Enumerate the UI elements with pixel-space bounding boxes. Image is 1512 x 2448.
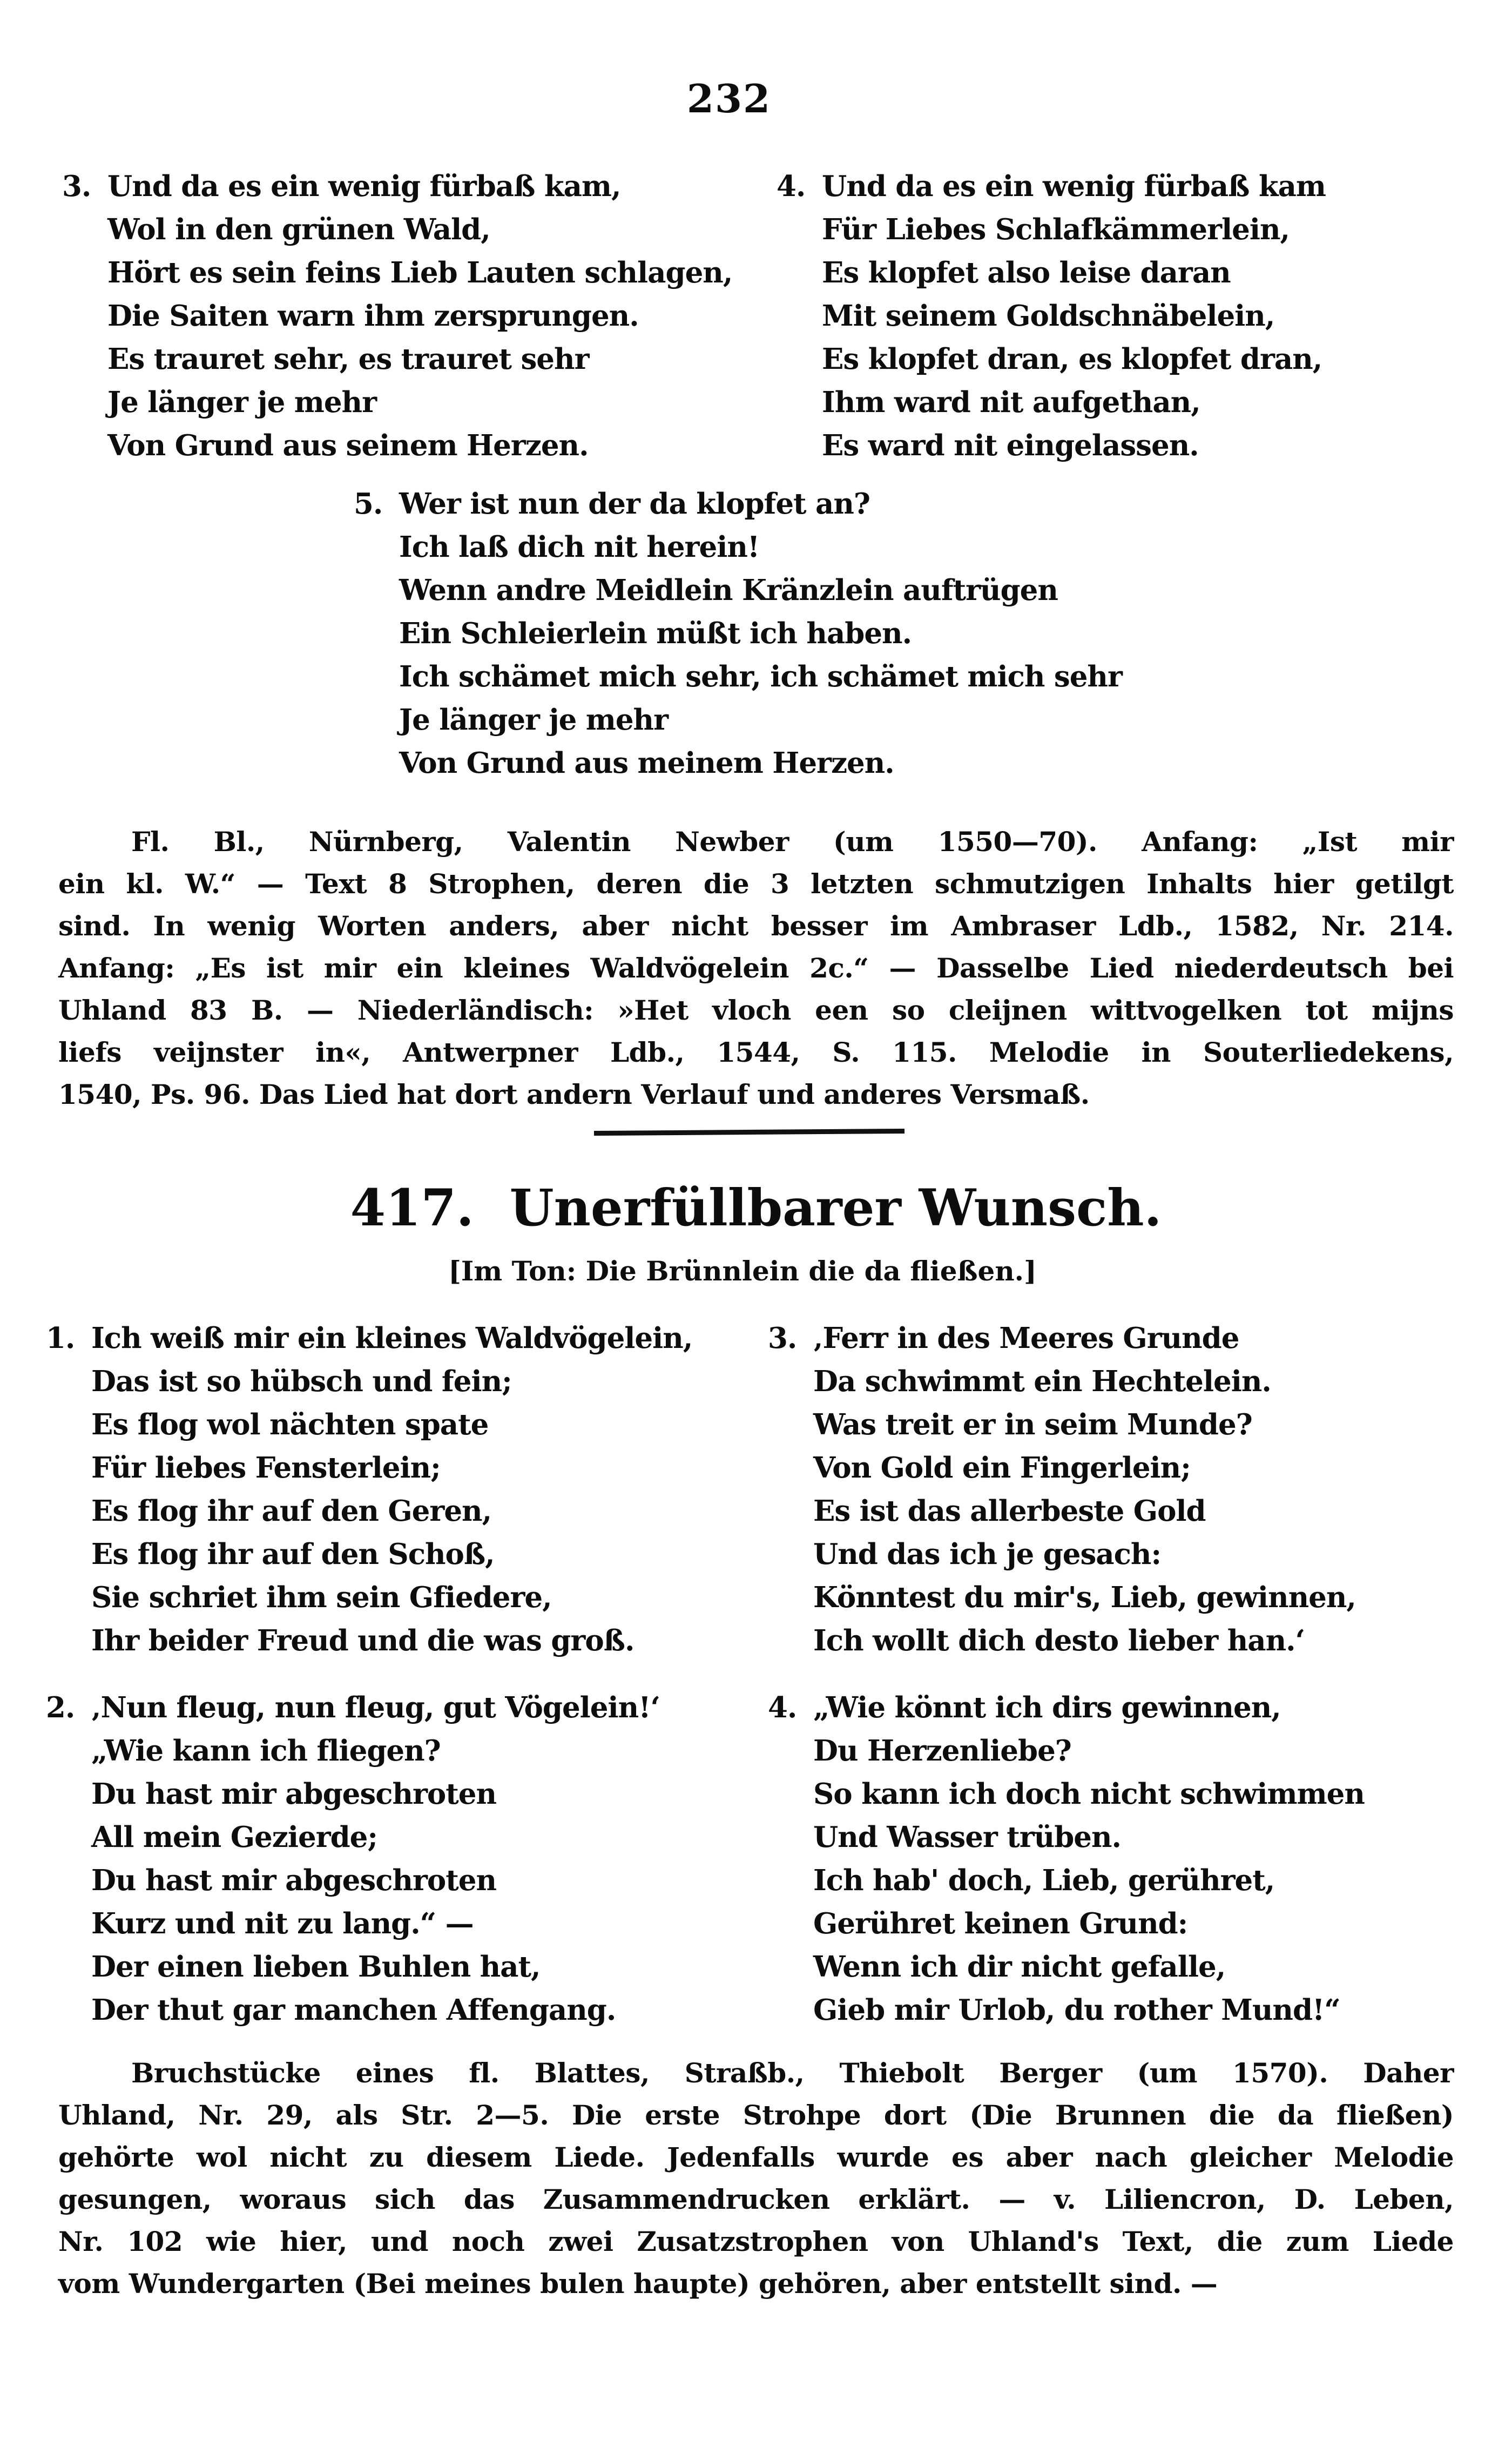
verse-line bbox=[777, 165, 1326, 208]
note-line: ein kl. W.“ — Text 8 Strophen, deren die 3 letzten schmutzigen Inhalts hier getilgt bbox=[58, 868, 1454, 900]
verse-line: Von Grund aus seinem Herzen. bbox=[107, 429, 589, 462]
note-line: vom Wundergarten (Bei meines bulen haupte) gehören, aber entstellt sind. — bbox=[58, 2268, 1218, 2299]
verse-line: Da schwimmt ein Hechtelein. bbox=[813, 1365, 1271, 1398]
verse-line: Mit seinem Goldschnäbelein, bbox=[822, 299, 1275, 333]
stanza-number: 4. bbox=[768, 1691, 797, 1724]
verse-text: ‚Nun fleug, nun fleug, gut Vögelein!‘ bbox=[91, 1691, 660, 1724]
verse-line: Kurz und nit zu lang.“ — bbox=[91, 1907, 474, 1940]
note-line: Anfang: „Es ist mir ein kleines Waldvögelein 2c.“ — Dasselbe Lied niederdeutsch bei bbox=[58, 952, 1454, 984]
verse-line: Du hast mir abgeschroten bbox=[91, 1864, 497, 1897]
verse-line: Je länger je mehr bbox=[107, 386, 377, 419]
verse-line: Ich schämet mich sehr, ich schämet mich sehr bbox=[399, 660, 1122, 693]
song-number: 417. bbox=[350, 1178, 474, 1238]
stanza-number: 1. bbox=[46, 1321, 75, 1355]
verse-line: Sie schriet ihm sein Gfiedere, bbox=[91, 1581, 552, 1614]
prev-song-stanza-3 bbox=[62, 165, 732, 467]
verse-line: Es trauret sehr, es trauret sehr bbox=[107, 342, 589, 376]
stanza-number: 4. bbox=[777, 170, 806, 203]
note-line: Uhland 83 B. — Niederländisch: »Het vloch een so cleijnen wittvogelken tot mijns bbox=[58, 994, 1454, 1026]
verse-line: Das ist so hübsch und fein; bbox=[91, 1365, 512, 1398]
note-line: gesungen, woraus sich das Zusammendrucken erklärt. — v. Liliencron, D. Leben, bbox=[58, 2183, 1454, 2215]
verse-line: Was treit er in seim Munde? bbox=[813, 1408, 1252, 1441]
song-stanza-2 bbox=[46, 1686, 660, 2032]
song-heading bbox=[0, 1176, 1512, 1240]
verse-line: Du hast mir abgeschroten bbox=[91, 1777, 497, 1811]
verse-line: Der thut gar manchen Affengang. bbox=[91, 1993, 616, 2027]
stanza-number: 2. bbox=[46, 1691, 75, 1724]
verse-line: Ich hab' doch, Lieb, gerühret, bbox=[813, 1864, 1275, 1897]
verse-line: Für liebes Fensterlein; bbox=[91, 1451, 441, 1485]
song-stanza-4 bbox=[768, 1686, 1365, 2032]
prev-song-stanza-5 bbox=[354, 482, 1122, 785]
verse-line: So kann ich doch nicht schwimmen bbox=[813, 1777, 1365, 1811]
note-line: 1540, Ps. 96. Das Lied hat dort andern Verlauf und anderes Versmaß. bbox=[58, 1078, 1090, 1110]
verse-line: Es ward nit eingelassen. bbox=[822, 429, 1199, 462]
prev-song-stanza-4 bbox=[777, 165, 1326, 467]
note-line: sind. In wenig Worten anders, aber nicht besser im Ambraser Ldb., 1582, Nr. 214. bbox=[58, 910, 1454, 942]
verse-line: Für Liebes Schlafkämmerlein, bbox=[822, 213, 1290, 246]
verse-line: Es flog ihr auf den Schoß, bbox=[91, 1537, 495, 1571]
verse-line: Ihm ward nit aufgethan, bbox=[822, 386, 1200, 419]
verse-line bbox=[768, 1317, 1356, 1360]
verse-line: Hört es sein feins Lieb Lauten schlagen, bbox=[107, 256, 733, 289]
verse-line: Gerühret keinen Grund: bbox=[813, 1907, 1188, 1940]
verse-line: Ich laß dich nit herein! bbox=[399, 530, 760, 564]
note-line: Bruchstücke eines fl. Blattes, Straßb., Thiebolt Berger (um 1570). Daher bbox=[131, 2057, 1454, 2089]
verse-line: Du Herzenliebe? bbox=[813, 1734, 1071, 1768]
verse-line: „Wie kann ich fliegen? bbox=[91, 1734, 441, 1768]
verse-line: Gieb mir Urlob, du rother Mund!“ bbox=[813, 1993, 1340, 2027]
verse-text: ‚Ferr in des Meeres Grunde bbox=[813, 1321, 1239, 1355]
verse-line: Von Grund aus meinem Herzen. bbox=[399, 746, 894, 780]
verse-line: Es flog ihr auf den Geren, bbox=[91, 1494, 492, 1528]
verse-text: Und da es ein wenig fürbaß kam bbox=[822, 170, 1326, 203]
verse-text: „Wie könnt ich dirs gewinnen, bbox=[813, 1691, 1281, 1724]
note-line: liefs veijnster in«, Antwerpner Ldb., 1544, S. 115. Melodie in Souterliedekens, bbox=[58, 1036, 1454, 1068]
verse-line bbox=[62, 165, 732, 208]
verse-line: Und Wasser trüben. bbox=[813, 1820, 1121, 1854]
verse-line: Ich wollt dich desto lieber han.‘ bbox=[813, 1624, 1305, 1657]
song-title: Unerfüllbarer Wunsch. bbox=[509, 1178, 1162, 1238]
stanza-number: 3. bbox=[768, 1321, 797, 1355]
verse-line: Es klopfet dran, es klopfet dran, bbox=[822, 342, 1322, 376]
song-source-note bbox=[58, 2052, 1454, 2305]
verse-line: Könntest du mir's, Lieb, gewinnen, bbox=[813, 1581, 1356, 1614]
verse-line bbox=[354, 482, 1122, 525]
verse-line: Ein Schleierlein müßt ich haben. bbox=[399, 617, 912, 650]
song-stanza-3 bbox=[768, 1317, 1356, 1662]
verse-line: Die Saiten warn ihm zersprungen. bbox=[107, 299, 639, 333]
verse-line: Und das ich je gesach: bbox=[813, 1537, 1162, 1571]
tune-direction: [Im Ton: Die Brünnlein die da fließen.] bbox=[448, 1255, 1037, 1287]
verse-line: Es ist das allerbeste Gold bbox=[813, 1494, 1206, 1528]
verse-text: Ich weiß mir ein kleines Waldvögelein, bbox=[91, 1321, 693, 1355]
verse-line: Wenn andre Meidlein Kränzlein auftrügen bbox=[399, 574, 1058, 607]
stanza-number: 5. bbox=[354, 487, 383, 521]
note-line: Nr. 102 wie hier, und noch zwei Zusatzstrophen von Uhland's Text, die zum Liede bbox=[58, 2226, 1454, 2257]
verse-line: Es flog wol nächten spate bbox=[91, 1408, 489, 1441]
verse-text: Wer ist nun der da klopfet an? bbox=[399, 487, 870, 521]
verse-line: Je länger je mehr bbox=[399, 703, 669, 737]
verse-line bbox=[768, 1686, 1365, 1729]
verse-line: Von Gold ein Fingerlein; bbox=[813, 1451, 1191, 1485]
song-stanza-1 bbox=[46, 1317, 692, 1662]
verse-line: All mein Gezierde; bbox=[91, 1820, 377, 1854]
verse-line: Wenn ich dir nicht gefalle, bbox=[813, 1950, 1226, 1984]
page-number: 232 bbox=[686, 76, 772, 122]
verse-line: Der einen lieben Buhlen hat, bbox=[91, 1950, 541, 1984]
note-line: Uhland, Nr. 29, als Str. 2—5. Die erste Strohpe dort (Die Brunnen die da fließen) bbox=[58, 2099, 1454, 2131]
verse-line bbox=[46, 1317, 692, 1360]
note-line: gehörte wol nicht zu diesem Liede. Jedenfalls wurde es aber nach gleicher Melodie bbox=[58, 2141, 1454, 2173]
verse-line: Wol in den grünen Wald, bbox=[107, 213, 490, 246]
note-line: Fl. Bl., Nürnberg, Valentin Newber (um 1550—70). Anfang: „Ist mir bbox=[131, 826, 1454, 858]
verse-text: Und da es ein wenig fürbaß kam, bbox=[107, 170, 621, 203]
verse-line: Ihr beider Freud und die was groß. bbox=[91, 1624, 634, 1657]
verse-line: Es klopfet also leise daran bbox=[822, 256, 1231, 289]
stanza-number: 3. bbox=[62, 170, 91, 203]
prev-song-source-note bbox=[58, 821, 1454, 1116]
verse-line bbox=[46, 1686, 660, 1729]
section-divider-rule bbox=[594, 1129, 905, 1136]
